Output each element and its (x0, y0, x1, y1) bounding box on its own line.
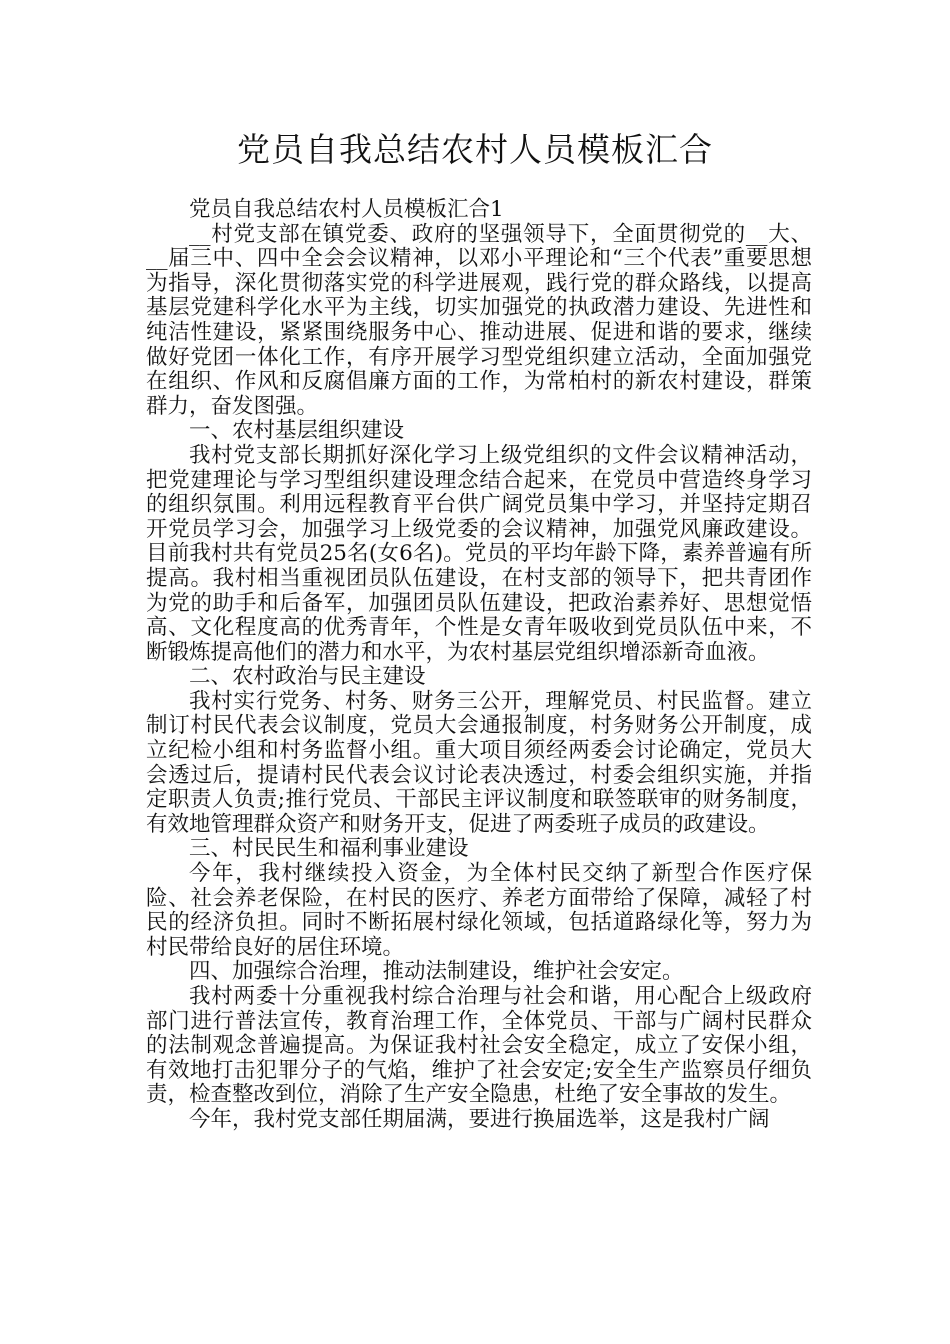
section-heading-3: 三、村民民生和福利事业建设 (189, 836, 469, 862)
section-heading-4: 四、加强综合治理，推动法制建设，维护社会安定。 (189, 959, 684, 985)
intro-paragraph: __村党支部在镇党委、政府的坚强领导下，全面贯彻党的__大、__届三中、四中全会会议精神，以邓小平理论和“三个代表”重要思想为指导，深化贯彻落实党的科学进展观，践行党的群众路线，以提高基层党建科学化水平为主线，切实加强党的执政潜力建设、先进性和纯洁性建设，紧紧围绕服务中心、推动进展、促进和谐的要求，继续做好党团一体化工作，有序开展学习型党组织建立活动，全面加强党在组织、作风和反腐倡廉方面的工作，为常柏村的新农村建设，群策群力，奋发图强。 (146, 221, 812, 419)
document-title: 党员自我总结农村人员模板汇合 (237, 130, 713, 169)
body-paragraph-truncated: 今年，我村党支部任期届满，要进行换届选举，这是我村广阔 (189, 1106, 770, 1132)
body-paragraph: 我村党支部长期抓好深化学习上级党组织的文件会议精神活动，把党建理论与学习型组织建设理念结合起来，在党员中营造终身学习的组织氛围。利用远程教育平台供广阔党员集中学习，并坚持定期召开党员学习会，加强学习上级党委的会议精神，加强党风廉政建设。目前我村共有党员25名(女6名)。党员的平均年龄下降，素养普遍有所提高。我村相当重视团员队伍建设，在村支部的领导下，把共青团作为党的助手和后备军，加强团员队伍建设，把政治素养好、思想觉悟高、文化程度高的优秀青年，个性是女青年吸收到党员队伍中来，不断锻炼提高他们的潜力和水平，为农村基层党组织增添新奇血液。 (146, 442, 812, 665)
body-paragraph: 我村两委十分重视我村综合治理与社会和谐，用心配合上级政府部门进行普法宣传，教育治理工作，全体党员、干部与广阔村民群众的法制观念普遍提高。为保证我村社会安全稳定，成立了安保小组，有效地打击犯罪分子的气焰，维护了社会安定;安全生产监察员仔细负责，检查整改到位，消除了生产安全隐患，杜绝了安全事故的发生。 (146, 984, 812, 1108)
subtitle-paragraph: 党员自我总结农村人员模板汇合1 (189, 197, 504, 222)
section-heading-2: 二、农村政治与民主建设 (189, 664, 426, 690)
section-heading-1: 一、农村基层组织建设 (189, 418, 405, 444)
body-paragraph: 我村实行党务、村务、财务三公开，理解党员、村民监督。建立制订村民代表会议制度，党员大会通报制度，村务财务公开制度，成立纪检小组和村务监督小组。重大项目须经两委会讨论确定，党员大会透过后，提请村民代表会议讨论表决透过，村委会组织实施，并指定职责人负责;推行党员、干部民主评议制度和联签联审的财务制度，有效地管理群众资产和财务开支，促进了两委班子成员的政建设。 (146, 688, 812, 837)
body-paragraph: 今年，我村继续投入资金，为全体村民交纳了新型合作医疗保险、社会养老保险，在村民的医疗、养老方面带给了保障，减轻了村民的经济负担。同时不断拓展村绿化领域，包括道路绿化等，努力为村民带给良好的居住环境。 (146, 861, 812, 960)
document-body (146, 198, 812, 1133)
